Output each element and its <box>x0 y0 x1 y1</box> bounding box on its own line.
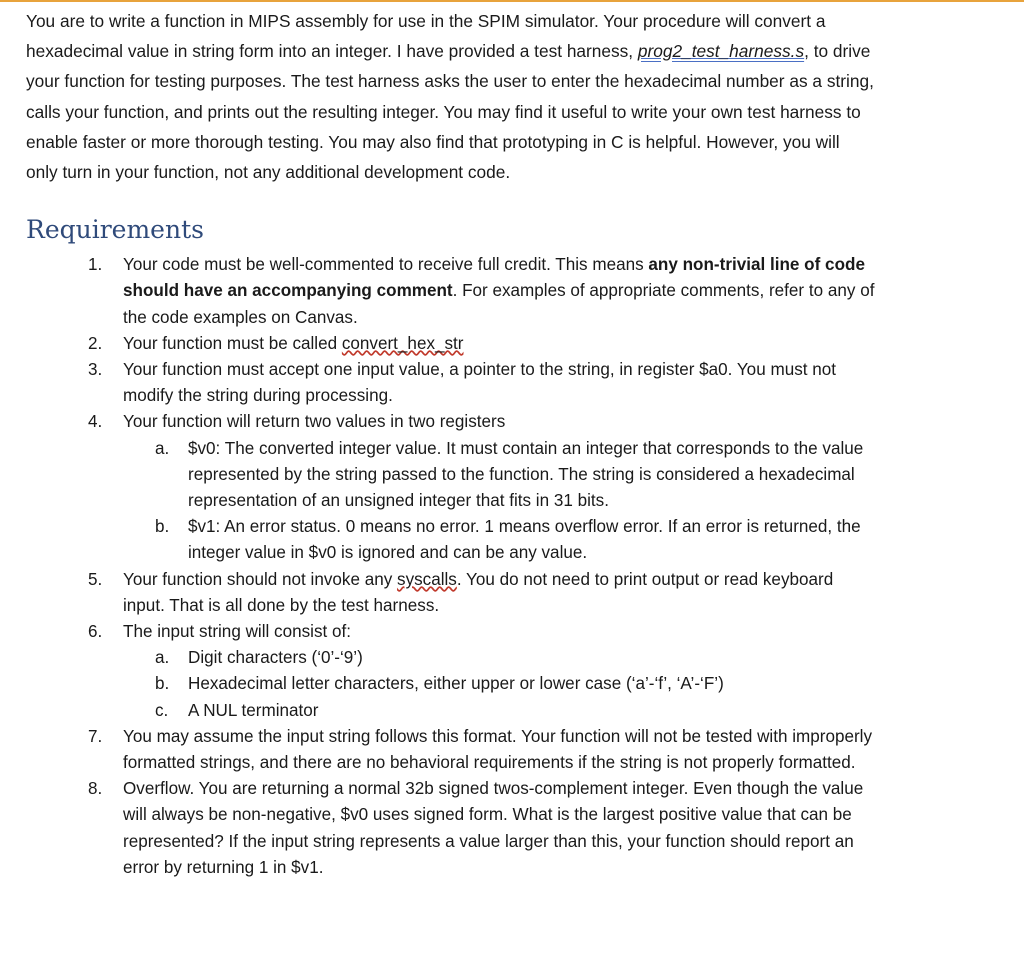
sub-item-letter: b. <box>155 674 170 694</box>
sub-item-text: Hexadecimal letter characters, either upper or lower case (‘a’-‘f’, ‘A’-‘F’) <box>188 674 724 694</box>
requirement-item-1 <box>26 252 876 331</box>
sub-item-v1 <box>123 514 876 566</box>
sub-item-text: A NUL terminator <box>188 700 319 720</box>
document-body <box>26 6 876 881</box>
requirement-item-8 <box>26 776 876 881</box>
item-number: 3. <box>88 360 103 380</box>
req4-text: Your function will return two values in two registers <box>123 412 506 432</box>
sub-item-text: $v1: An error status. 0 means no error. 1 means overflow error. If an error is returned, the integer value in $v0 is ignored and can be any value. <box>188 517 861 563</box>
sub-item-text: Digit characters (‘0’-‘9’) <box>188 648 363 668</box>
input-format-sublist <box>123 645 876 724</box>
syscalls-word: syscalls <box>397 569 457 589</box>
item-number: 7. <box>88 726 103 746</box>
sub-item-digits <box>123 645 876 671</box>
req1-text-end: . For examples of appropriate comments, refer to any of the code examples on Canvas. <box>123 281 875 327</box>
requirements-heading: Requirements <box>26 215 204 245</box>
function-name: convert_hex_str <box>341 333 464 353</box>
req6-text: The input string will consist of: <box>123 622 352 642</box>
item-number: 4. <box>88 412 103 432</box>
requirement-item-6 <box>26 619 876 724</box>
req1-bold-text: any non-trivial line of code should have an accompanying comment <box>123 255 865 301</box>
item-number: 8. <box>88 779 103 799</box>
return-values-sublist <box>123 436 876 567</box>
req5-text: Your function should not invoke any <box>123 569 398 589</box>
item-number: 5. <box>88 569 103 589</box>
req3-text: Your function must accept one input value, a pointer to the string, in register $a0. You must not modify the string during processing. <box>123 360 837 406</box>
sub-item-letter: b. <box>155 517 170 537</box>
page-top-rule <box>0 0 1024 2</box>
req1-text: Your code must be well-commented to receive full credit. This means <box>123 255 649 275</box>
req7-text: You may assume the input string follows this format. Your function will not be tested with improperly formatted strings, and there are no behavioral requirements if the string is not properly formatted. <box>123 726 873 773</box>
req5-text-end: . You do not need to print output or read keyboard input. That is all done by the test harness. <box>123 569 834 615</box>
requirement-item-4 <box>26 409 876 566</box>
req8-text: Overflow. You are returning a normal 32b signed twos-complement integer. Even though the value will always be non-negative, $v0 uses signed form. What is the largest positive value that can be represented? If the input string represents a value larger than this, your function should report an error by returning 1 in $v1. <box>123 779 864 877</box>
requirement-item-2 <box>26 331 876 357</box>
item-number: 6. <box>88 622 103 642</box>
requirement-item-5 <box>26 567 876 619</box>
req2-text: Your function must be called <box>123 333 342 353</box>
intro-text-2: , to drive your function for testing purposes. The test harness asks the user to enter the hexadecimal number as a string, calls your function, and prints out the resulting integer. You may find it useful to write your own test harness to enable faster or more thorough testing. You may also find that prototyping in C is helpful. However, you will only turn in your function, not any additional development code. <box>26 41 874 183</box>
requirement-item-3 <box>26 357 876 409</box>
item-number: 2. <box>88 333 103 353</box>
sub-item-letter: c. <box>155 700 169 720</box>
sub-item-letter: a. <box>155 648 170 668</box>
intro-paragraph <box>26 6 876 187</box>
intro-text-1: You are to write a function in MIPS assembly for use in the SPIM simulator. Your procedure will convert a hexadecimal value in string form into an integer. I have provided a test harness, <box>26 11 826 62</box>
sub-item-letter: a. <box>155 438 170 458</box>
sub-item-text: $v0: The converted integer value. It must contain an integer that corresponds to the value represented by the string passed to the function. The string is considered a hexadecimal representation of an unsigned integer that fits in 31 bits. <box>188 438 864 511</box>
harness-filename: prog2_test_harness.s <box>637 41 805 62</box>
requirements-list <box>26 252 876 881</box>
sub-item-v0 <box>123 436 876 515</box>
item-number: 1. <box>88 255 103 275</box>
requirement-item-7 <box>26 724 876 776</box>
sub-item-hex-letters <box>123 671 876 697</box>
sub-item-nul <box>123 698 876 724</box>
